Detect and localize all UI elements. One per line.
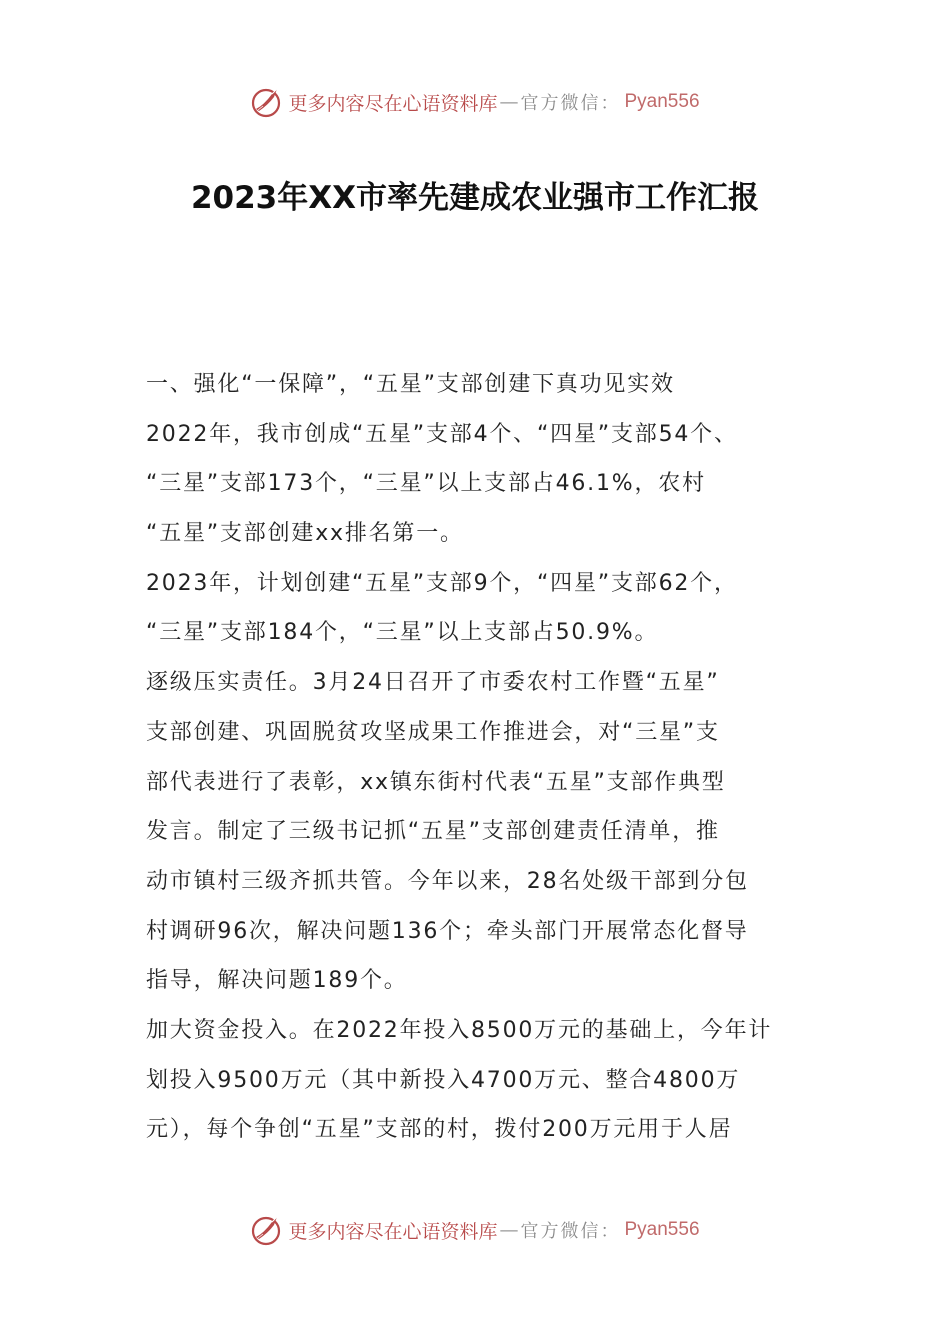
pen-logo-icon — [250, 1213, 284, 1247]
body-line: 2023年，计划创建“五星”支部9个，“四星”支部62个， — [146, 570, 738, 596]
banner-separator: — — [499, 91, 519, 113]
banner-separator: — — [499, 1219, 519, 1241]
banner-wechat-id: Pyan556 — [624, 91, 700, 112]
body-line: 部代表进行了表彰，xx镇东街村代表“五星”支部作典型 — [146, 769, 726, 795]
body-line: “三星”支部173个，“三星”以上支部占46.1%，农村 — [146, 471, 706, 497]
banner-wechat-label: 官方微信： — [520, 1221, 621, 1242]
document-body — [146, 360, 836, 1155]
body-line: 2022年，我市创成“五星”支部4个、“四星”支部54个、 — [146, 421, 738, 447]
body-line: 逐级压实责任。3月24日召开了市委农村工作暨“五星” — [146, 670, 720, 696]
body-line: “五星”支部创建xx排名第一。 — [146, 521, 464, 547]
body-line: 一、强化“一保障”，“五星”支部创建下真功见实效 — [146, 372, 675, 397]
pen-logo-icon — [250, 85, 284, 119]
body-line: 加大资金投入。在2022年投入8500万元的基础上，今年计 — [146, 1017, 773, 1043]
banner-text: 更多内容尽在心语资料库 — [288, 1220, 498, 1243]
body-line: 村调研96次，解决问题136个；牵头部门开展常态化督导 — [146, 918, 749, 944]
body-line: 元），每个争创“五星”支部的村，拨付200万元用于人居 — [146, 1117, 733, 1143]
body-line: 发言。制定了三级书记抓“五星”支部创建责任清单，推 — [146, 819, 720, 845]
banner-wechat-id: Pyan556 — [624, 1219, 700, 1240]
body-line: 支部创建、巩固脱贫攻坚成果工作推进会，对“三星”支 — [146, 719, 720, 745]
body-line: 动市镇村三级齐抓共管。今年以来，28名处级干部到分包 — [146, 868, 749, 894]
footer-banner — [0, 1208, 950, 1252]
banner-text: 更多内容尽在心语资料库 — [288, 92, 498, 115]
header-banner — [0, 80, 950, 124]
body-line: 划投入9500万元（其中新投入4700万元、整合4800万 — [146, 1067, 741, 1093]
body-line: 指导，解决问题189个。 — [146, 968, 408, 994]
banner-wechat-label: 官方微信： — [520, 93, 621, 114]
document-title: 2023年XX市率先建成农业强市工作汇报 — [190, 180, 760, 216]
body-line: “三星”支部184个，“三星”以上支部占50.9%。 — [146, 620, 659, 646]
